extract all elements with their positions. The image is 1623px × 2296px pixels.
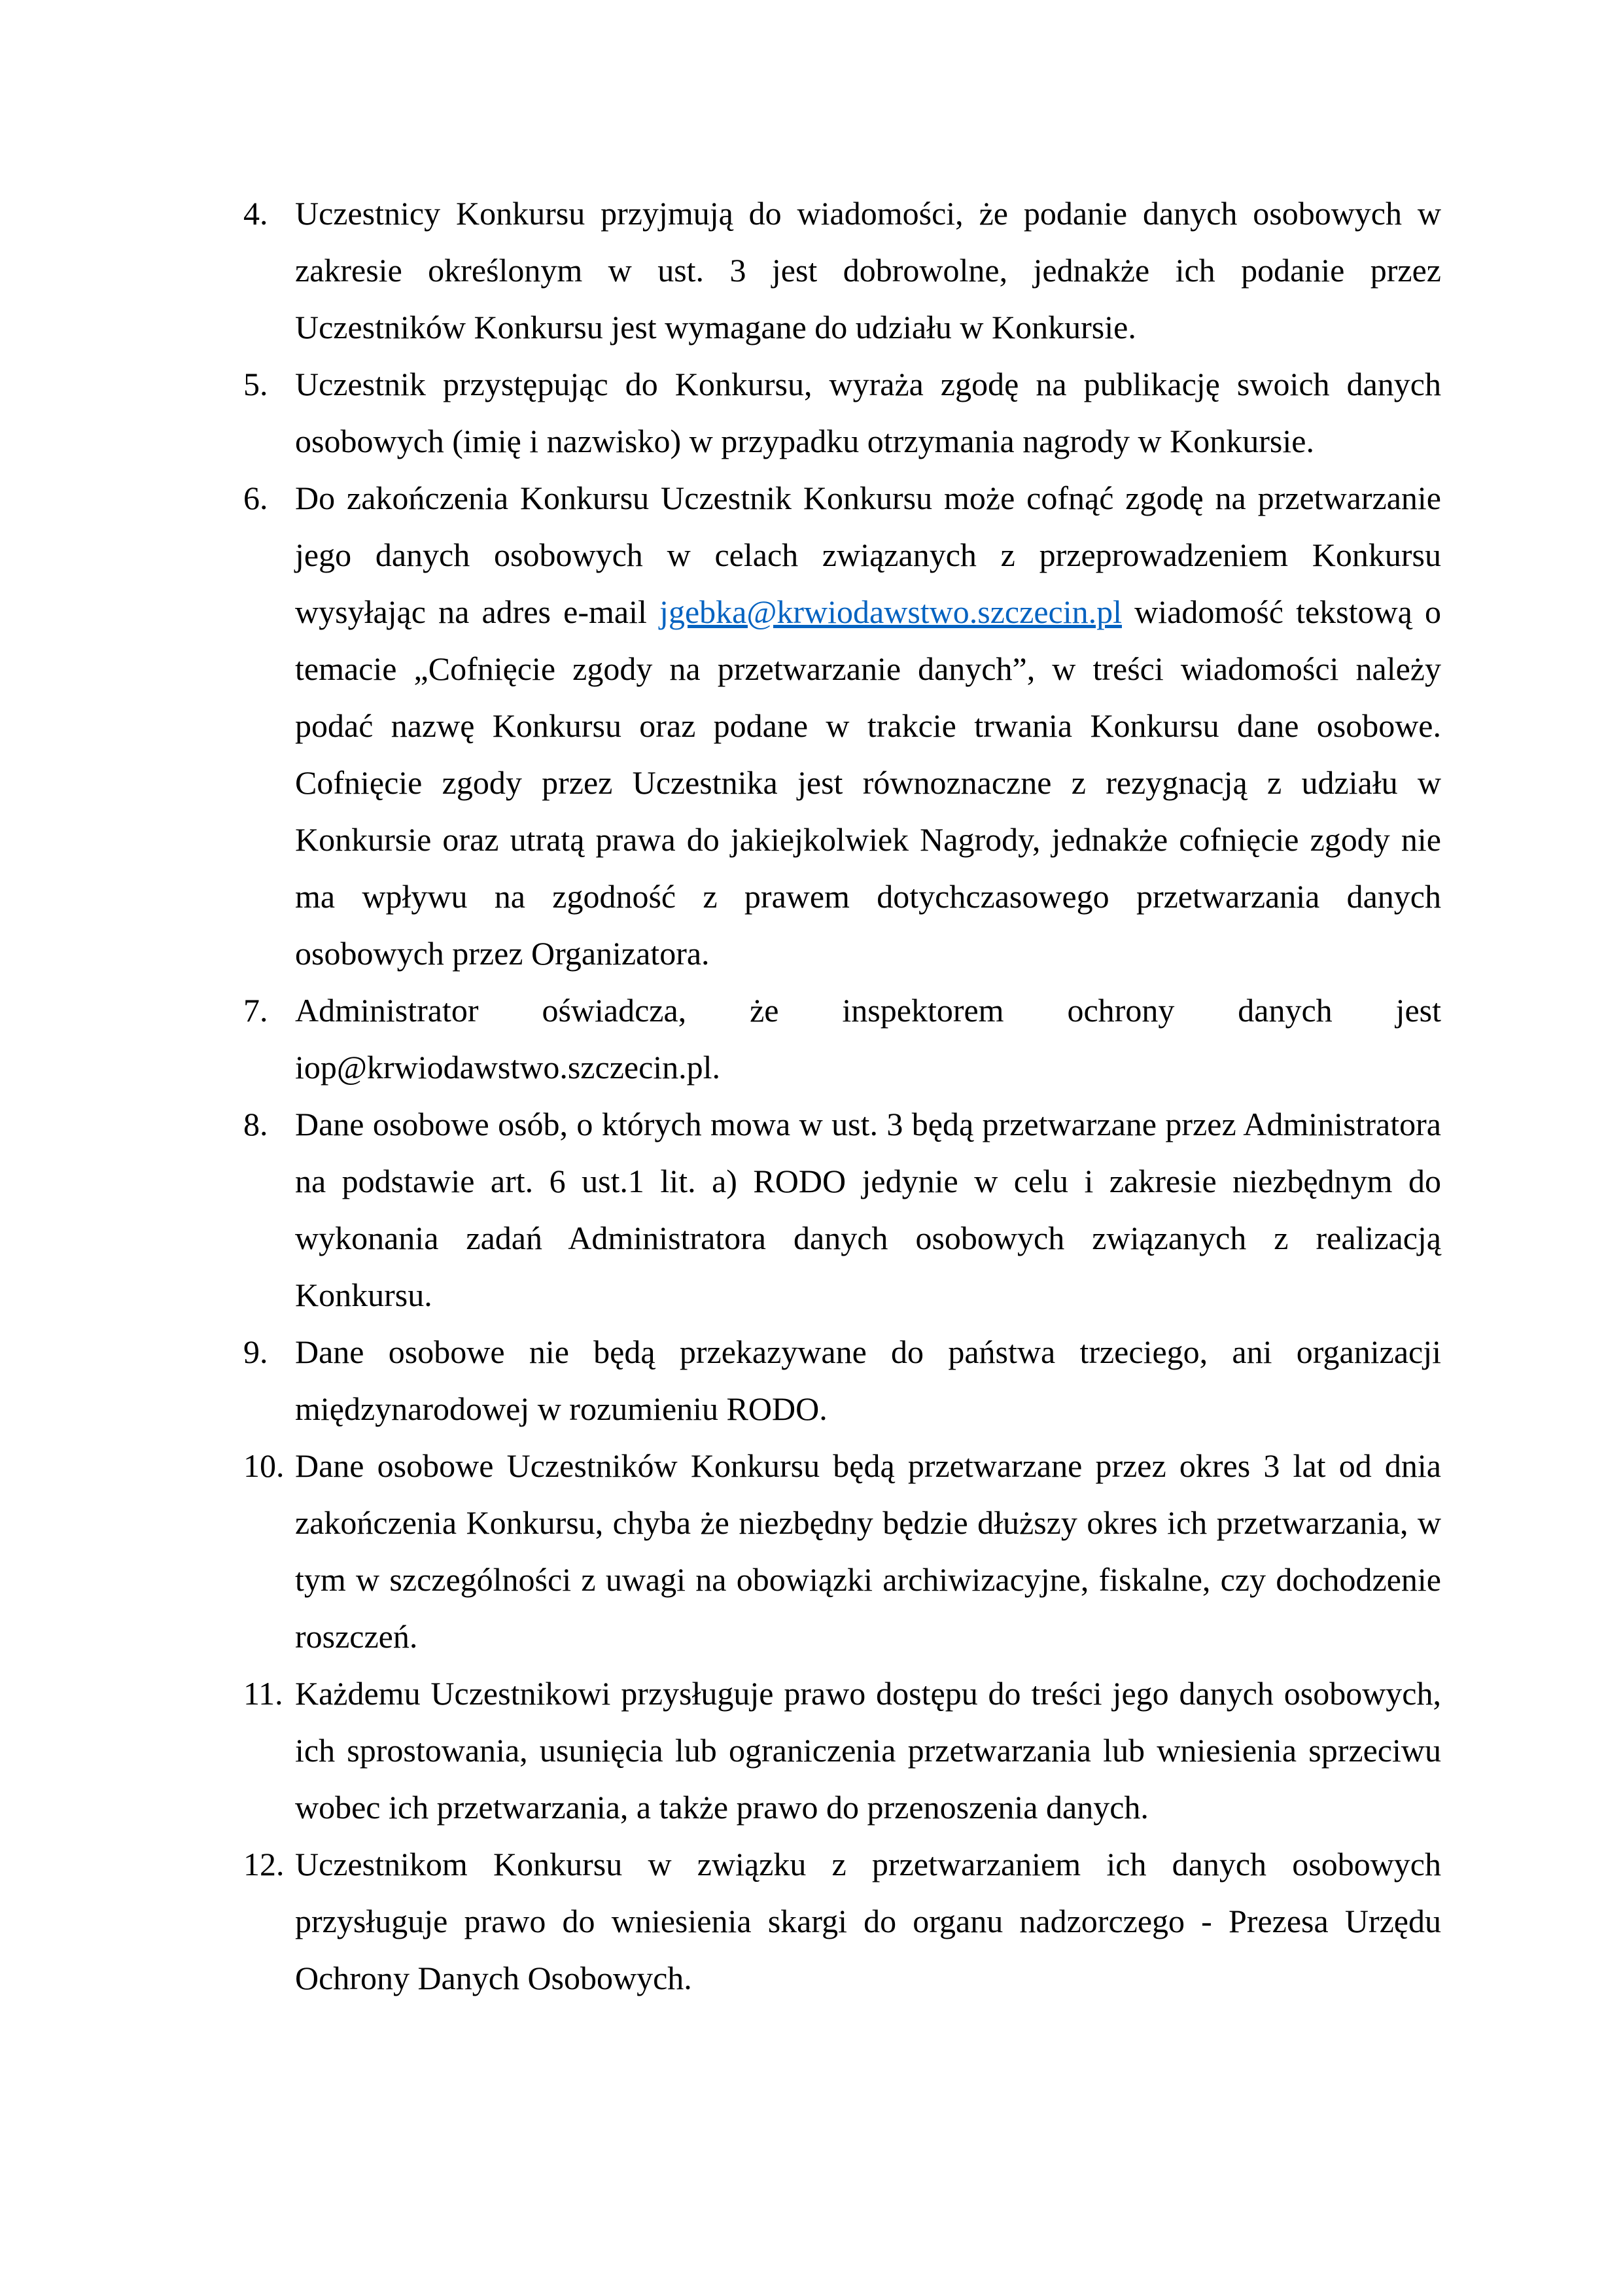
list-item-12 [243,1836,1441,2007]
item-number: 7. [243,992,268,1029]
list-item-10 [243,1438,1441,1665]
item-text: Uczestnicy Konkursu przyjmują do wiadomości, że podanie danych osobowych w zakresie określonym w ust. 3 jest dobrowolne, jednakże ich podanie przez Uczestników Konkursu jest wymagane do udziału w Konkursie. [295,195,1441,345]
item-number: 4. [243,195,268,232]
item-text: Każdemu Uczestnikowi przysługuje prawo dostępu do treści jego danych osobowych, ich sprostowania, usunięcia lub ograniczenia przetwarzania lub wniesienia sprzeciwu wobec ich przetwarzania, a także prawo do przenoszenia danych. [295,1675,1441,1826]
list-item-8 [243,1096,1441,1324]
item-number: 10. [243,1447,285,1484]
item-text-after-link: wiadomość tekstową o temacie „Cofnięcie zgody na przetwarzanie danych”, w treści wiadomości należy podać nazwę Konkursu oraz podane w trakcie trwania Konkursu dane osobowe. Cofnięcie zgody przez Uczestnika jest równoznaczne z rezygnacją z udziału w Konkursie oraz utratą prawa do jakiejkolwiek Nagrody, jednakże cofnięcie zgody nie ma wpływu na zgodność z prawem dotychczasowego przetwarzania danych osobowych przez Organizatora. [295,593,1441,972]
list-item-4 [243,185,1441,356]
list-item-7 [243,982,1441,1096]
list-item-5 [243,356,1441,470]
item-text-line-1: Administrator oświadcza, że inspektorem ochrony danych jest [295,992,1441,1029]
email-link[interactable]: jgebka@krwiodawstwo.szczecin.pl [659,593,1122,630]
item-number: 6. [243,480,268,516]
item-number: 11. [243,1675,283,1712]
list-item-11 [243,1665,1441,1836]
numbered-list [243,185,1441,2007]
item-number: 8. [243,1106,268,1142]
item-text: Dane osobowe Uczestników Konkursu będą przetwarzane przez okres 3 lat od dnia zakończenia Konkursu, chyba że niezbędny będzie dłuższy okres ich przetwarzania, w tym w szczególności z uwagi na obowiązki archiwizacyjne, fiskalne, czy dochodzenie roszczeń. [295,1447,1441,1655]
item-text: Uczestnikom Konkursu w związku z przetwarzaniem ich danych osobowych przysługuje prawo do wniesienia skargi do organu nadzorczego - Prezesa Urzędu Ochrony Danych Osobowych. [295,1846,1441,1996]
item-text: Dane osobowe nie będą przekazywane do państwa trzeciego, ani organizacji międzynarodowej w rozumieniu RODO. [295,1333,1441,1427]
item-text [295,470,1441,982]
item-text-before-link: Do zakończenia Konkursu Uczestnik Konkursu może cofnąć zgodę na przetwarzanie jego danych osobowych w celach związanych z przeprowadzeniem Konkursu wysyłając na adres e-mail [295,480,1441,630]
item-number: 12. [243,1846,285,1882]
list-item-6 [243,470,1441,982]
item-text: Dane osobowe osób, o których mowa w ust. 3 będą przetwarzane przez Administratora na podstawie art. 6 ust.1 lit. a) RODO jedynie w celu i zakresie niezbędnym do wykonania zadań Administratora danych osobowych związanych z realizacją Konkursu. [295,1106,1441,1313]
item-text-line-2: iop@krwiodawstwo.szczecin.pl. [295,1049,721,1086]
item-number: 9. [243,1333,268,1370]
item-number: 5. [243,366,268,402]
item-text: Uczestnik przystępując do Konkursu, wyraża zgodę na publikację swoich danych osobowych (imię i nazwisko) w przypadku otrzymania nagrody w Konkursie. [295,366,1441,459]
list-item-9 [243,1324,1441,1438]
